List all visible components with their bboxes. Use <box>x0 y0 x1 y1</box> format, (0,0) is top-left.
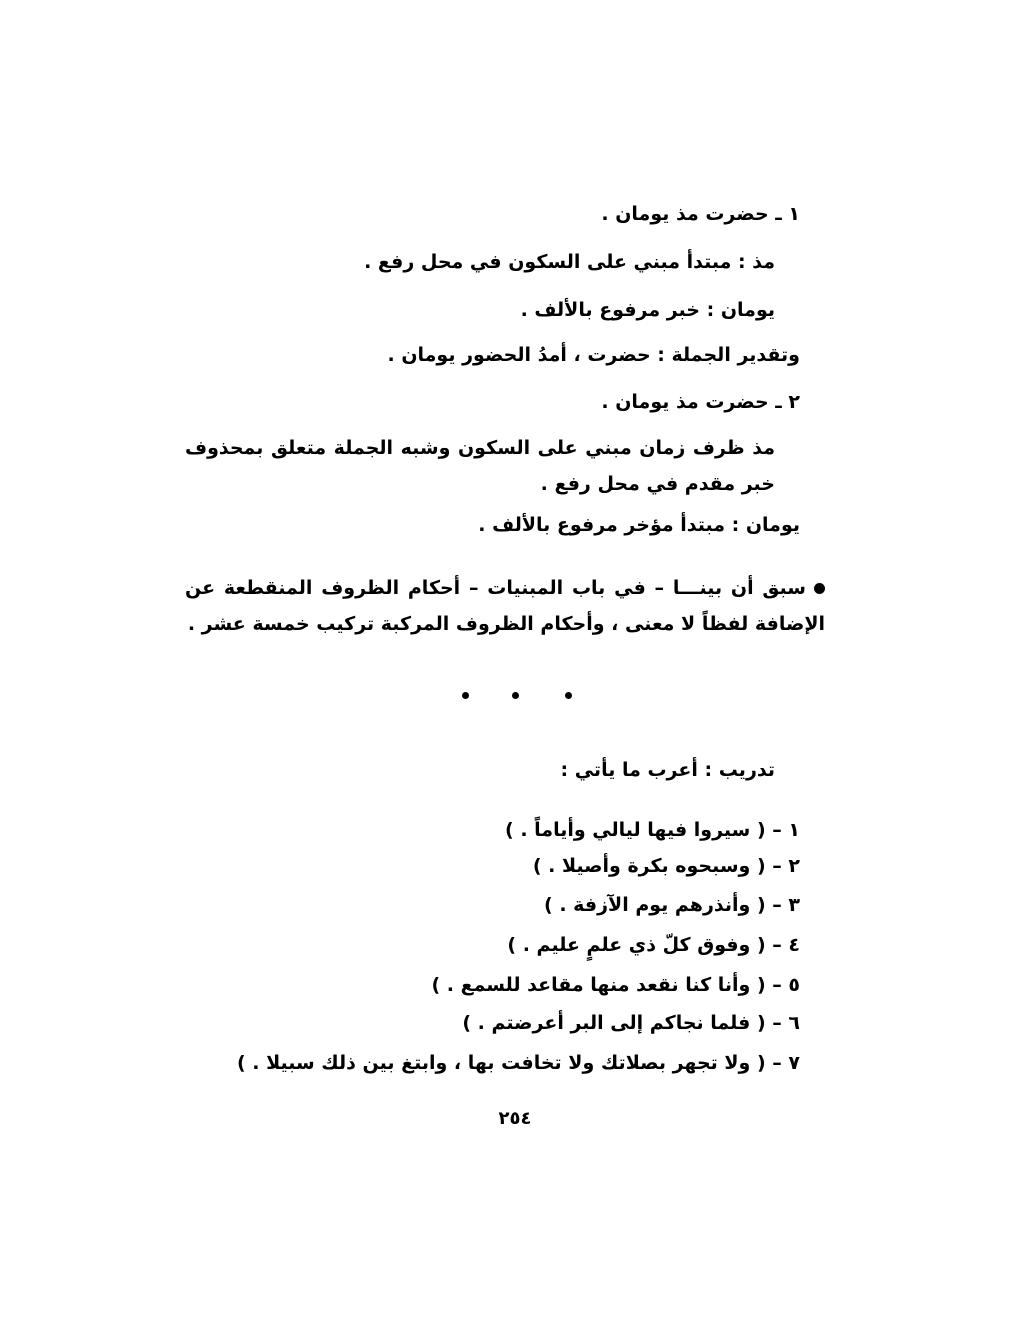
note-text: سبق أن بينـــا – في باب المبنيات – أحكام الظروف المنقطعة عن الإضافة لفظاً لا معنى ، وأحكام الظروف المركبة تركيب خمسة عشر . <box>185 577 825 635</box>
exercise-item: ٣ – ( وأنذرهم يوم الآزفة . ) <box>544 894 800 916</box>
example-1-line-1: مذ : مبتدأ مبني على السكون في محل رفع . <box>364 251 775 273</box>
note-paragraph <box>185 570 825 642</box>
exercise-item: ٧ – ( ولا تجهر بصلاتك ولا تخافت بها ، وابتغ بين ذلك سبيلا . ) <box>236 1052 800 1074</box>
page-number: ٢٥٤ <box>498 1108 532 1129</box>
separator-dot-icon <box>565 692 572 699</box>
separator-dot-icon <box>462 692 469 699</box>
exercise-item: ١ – ( سيروا فيها ليالي وأياماً . ) <box>505 819 800 841</box>
bullet-icon <box>814 583 825 594</box>
exercise-item: ٤ – ( وفوق كلّ ذي علمٍ عليم . ) <box>507 934 800 956</box>
example-2-line-1: مذ ظرف زمان مبني على السكون وشبه الجملة متعلق بمحذوف خبر مقدم في محل رفع . <box>185 437 775 495</box>
example-1-line-3: وتقدير الجملة : حضرت ، أمدُ الحضور يومان . <box>387 344 800 366</box>
example-1-line-2: يومان : خبر مرفوع بالألف . <box>520 299 775 321</box>
exercise-item: ٥ – ( وأنا كنا نقعد منها مقاعد للسمع . ) <box>431 974 800 996</box>
exercise-title: تدريب : أعرب ما يأتي : <box>560 759 775 781</box>
separator-dot-icon <box>512 692 519 699</box>
example-2-heading: ٢ ـ حضرت مذ يومان . <box>601 391 800 413</box>
exercise-item: ٢ – ( وسبحوه بكرة وأصيلا . ) <box>532 855 800 877</box>
example-1-heading: ١ ـ حضرت مذ يومان . <box>601 203 800 225</box>
example-2-line-2: يومان : مبتدأ مؤخر مرفوع بالألف . <box>478 514 800 536</box>
exercise-item: ٦ – ( فلما نجاكم إلى البر أعرضتم . ) <box>462 1012 800 1034</box>
